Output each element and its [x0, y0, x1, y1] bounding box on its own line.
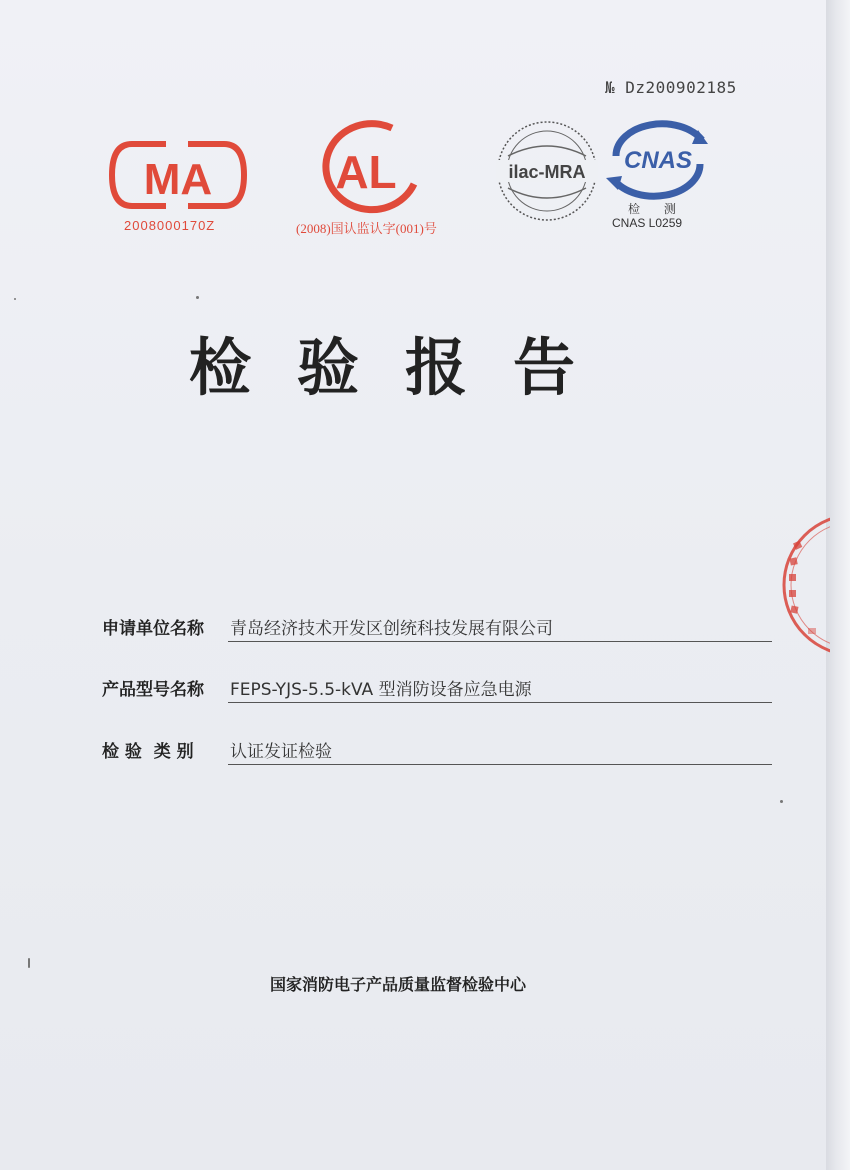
ilac-mra-logo-icon	[494, 118, 600, 224]
field-underline	[228, 702, 772, 703]
cal-caption: (2008)国认监认字(001)号	[296, 221, 437, 236]
field-underline	[228, 764, 772, 765]
cma-logo-icon	[108, 134, 248, 216]
field-applicant	[102, 615, 772, 643]
field-label: 申请单位名称	[102, 619, 204, 639]
report-number: № Dz200902185	[605, 78, 737, 97]
cal-mark: AL	[335, 146, 397, 198]
scan-speck	[28, 958, 30, 968]
field-value: 认证发证检验	[230, 742, 332, 762]
field-label: 产品型号名称	[102, 680, 204, 700]
scan-speck	[196, 296, 199, 299]
field-label: 检 验 类 别	[102, 742, 194, 762]
cnas-logo-icon	[602, 116, 714, 204]
report-title: 检验报告	[188, 331, 621, 404]
cma-caption: 2008000170Z	[124, 218, 216, 233]
cma-mark: MA	[143, 155, 213, 204]
issuing-organization: 国家消防电子产品质量监督检验中心	[269, 975, 526, 994]
cnas-sub: 检 测	[628, 202, 686, 216]
cnas-mark: CNAS	[623, 147, 693, 174]
field-underline	[228, 641, 772, 642]
ilac-mark: ilac-MRA	[508, 162, 586, 182]
field-inspection-type	[102, 738, 772, 766]
scan-speck	[14, 298, 16, 300]
scan-speck	[780, 800, 783, 803]
field-product	[102, 676, 772, 704]
field-value: FEPS-YJS-5.5-kVA 型消防设备应急电源	[230, 680, 532, 700]
red-seal-stamp-icon	[778, 512, 830, 658]
cnas-caption: CNAS L0259	[612, 216, 683, 230]
cal-logo-icon	[310, 120, 426, 216]
field-value: 青岛经济技术开发区创统科技发展有限公司	[230, 619, 553, 639]
